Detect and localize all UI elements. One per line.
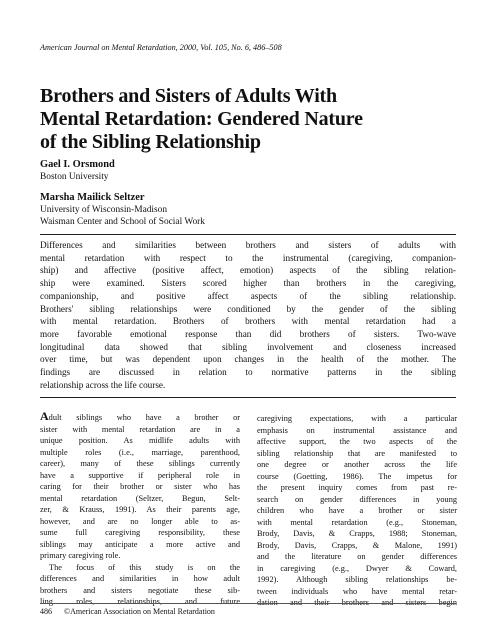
footer-rule (40, 603, 456, 604)
abstract-line: findings are discussed in relation to normative patterns in the sibling (40, 367, 456, 378)
abstract (40, 239, 456, 391)
body-line: with mental retardation (e.g., Stoneman, (257, 517, 457, 527)
body-line: differences and similarities in how adult (40, 574, 240, 583)
abstract-line: ship were examined. Sisters scored higher than brothers in the caregiving, (40, 278, 456, 289)
body-line: however, and are no longer able to as- (40, 516, 240, 526)
author-affiliation: Waisman Center and School of Social Work (40, 217, 205, 227)
body-line: affective support, the two aspects of the (257, 437, 457, 446)
abstract-line: Differences and similarities between brothers and sisters of adults with (40, 240, 456, 250)
body-line: sibling relationship that are manifested to (257, 448, 457, 458)
article-title (40, 85, 470, 154)
body-line: primary caregiving role. (40, 551, 121, 560)
body-line: in caregiving (e.g., Dwyer & Coward, (257, 563, 457, 573)
body-line: have a supportive if peripheral role in (40, 470, 240, 480)
body-line: caregiving expectations, with a particular (257, 414, 457, 423)
author-name: Marsha Mailick Seltzer (40, 192, 145, 203)
abstract-line: over time, but was dependent upon changes in the health of the mother. The (40, 354, 456, 365)
body-line: siblings may anticipate a more active and (40, 539, 240, 549)
author-name: Gael I. Orsmond (40, 159, 115, 170)
body-line: brothers and sisters negotiate these sib- (40, 585, 240, 595)
body-line: dation and their brothers and sisters begin (257, 598, 457, 607)
author-affiliation: Boston University (40, 172, 109, 182)
body-line: multiple roles (i.e., marriage, parenthood, (40, 447, 240, 457)
body-line: unique position. As midlife adults with (40, 436, 240, 445)
body-line: caring for their brother or sister who has (40, 482, 240, 491)
abstract-line: companionship, and positive affect aspects of the sibling relationship. (40, 290, 456, 301)
abstract-top-rule (40, 234, 456, 235)
body-line: sister with mental retardation are in a (40, 424, 240, 434)
author-affiliation: University of Wisconsin-Madison (40, 205, 168, 215)
body-line: zer, & Krauss, 1991). As their parents age, (40, 505, 240, 514)
body-line: emphasis on instrumental assistance and (257, 425, 457, 435)
page-footer (40, 607, 215, 616)
abstract-bottom-rule (40, 397, 456, 398)
copyright-notice: ©American Association on Mental Retardation (64, 607, 215, 616)
abstract-line: mental retardation with respect to the instrumental (caregiving, companion- (40, 252, 456, 263)
body-line: ling roles, relationships, and future (40, 597, 240, 606)
body-line: sume full caregiving responsibility, these (40, 528, 240, 537)
body-line: 1992). Although sibling relationships be- (257, 575, 457, 584)
body-line: search on gender differences in young (257, 494, 457, 504)
body-line: course (Goetting, 1986). The impetus for (257, 471, 457, 481)
body-line: one degree or another across the life (257, 460, 457, 469)
abstract-line: longitudinal data showed that sibling involvement and closeness increased (40, 341, 456, 352)
abstract-line: ship) and affective (positive affect, emotion) aspects of the sibling relation- (40, 265, 456, 276)
body-line-text: dult siblings who have a brother or (48, 413, 240, 422)
title-line: Brothers and Sisters of Adults With (40, 85, 337, 107)
abstract-line: Brothers' sibling relationships were conditioned by the gender of the sibling (40, 303, 456, 314)
title-line: of the Sibling Relationship (40, 131, 261, 153)
body-line (40, 411, 240, 424)
body-column-left (40, 411, 240, 608)
body-line: Brody, Davis, Crapps, & Malone, 1991) (257, 540, 457, 550)
body-line: mental retardation (Seltzer, Begun, Selt- (40, 493, 240, 503)
body-line: The focus of this study is on the (49, 562, 240, 572)
title-line: Mental Retardation: Gendered Nature (40, 108, 363, 130)
abstract-line: relationship across the life course. (40, 379, 166, 390)
body-line: career), many of these siblings currently (40, 459, 240, 468)
journal-citation: American Journal on Mental Retardation, 2000, Vol. 105, No. 6, 486–508 (40, 43, 282, 52)
body-line: tween individuals who have mental retar- (257, 586, 457, 596)
body-line: the present inquiry comes from past re- (257, 483, 457, 492)
page-number: 486 (40, 607, 52, 616)
body-line: Brody, Davis, & Crapps, 1988; Stoneman, (257, 529, 457, 538)
body-column-right (257, 413, 457, 609)
abstract-line: with mental retardation. Brothers of brothers with mental retardation had a (40, 316, 456, 327)
body-line: children who have a brother or sister (257, 506, 457, 515)
abstract-line: more favorable emotional response than did brothers of sisters. Two-wave (40, 328, 456, 339)
body-line: and the literature on gender differences (257, 552, 457, 561)
drop-cap: A (40, 409, 49, 423)
